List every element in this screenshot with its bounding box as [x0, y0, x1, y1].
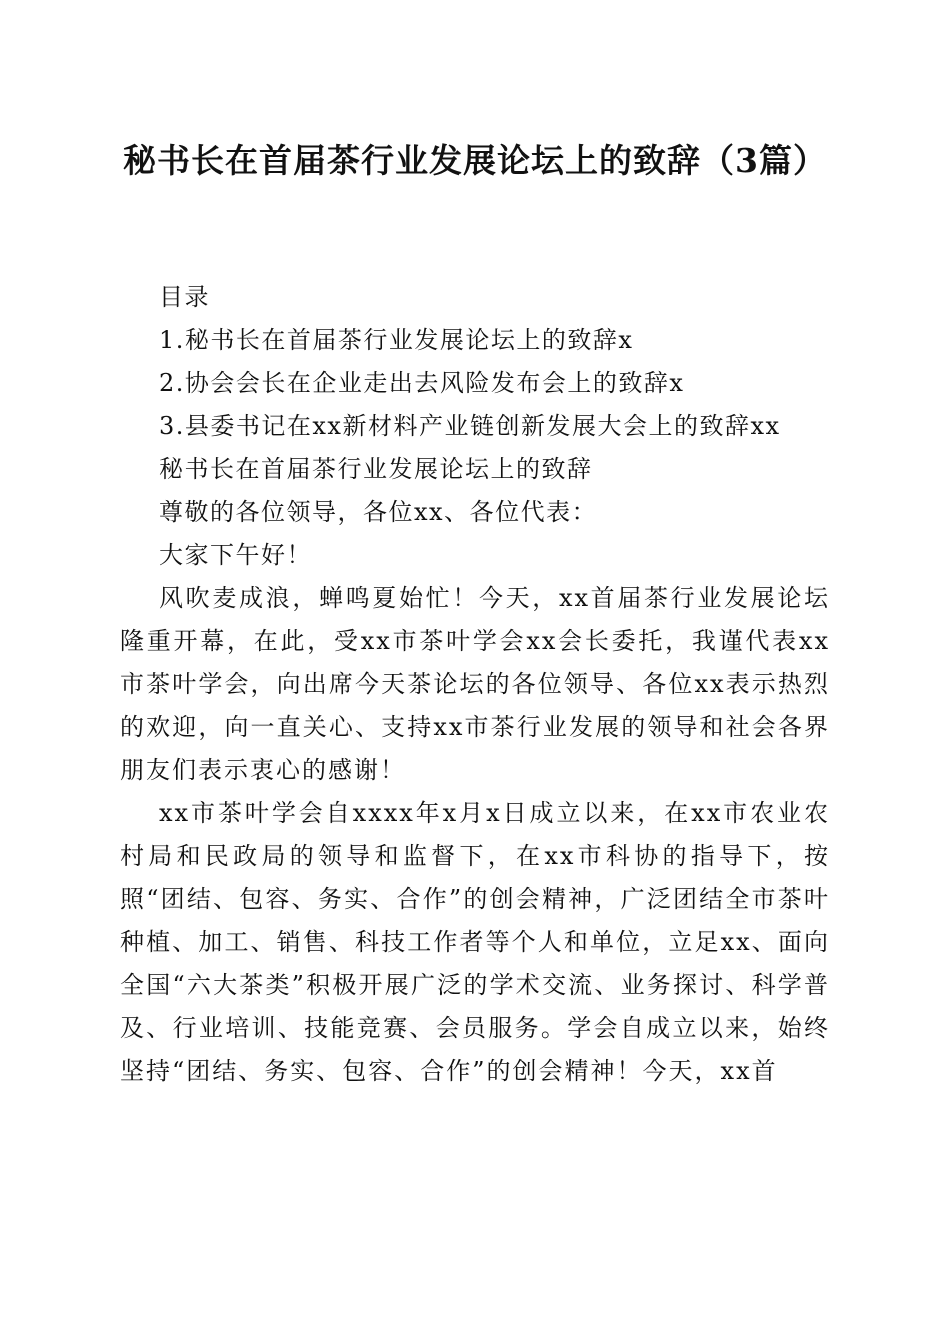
toc-item-3: 3.县委书记在xx新材料产业链创新发展大会上的致辞xx: [159, 412, 781, 440]
speech-title: 秘书长在首届茶行业发展论坛上的致辞: [159, 455, 593, 483]
paragraph-2: xx市茶叶学会自xxxx年x月x日成立以来，在xx市农业农村局和民政局的领导和监督下，在xx市科协的指导下，按照“团结、包容、务实、合作”的创会精神，广泛团结全市茶叶种植、加工、销售、科技工作者等个人和单位，立足xx、面向全国“六大茶类”积极开展广泛的学术交流、业务探讨、科学普及、行业培训、技能竞赛、会员服务。学会自成立以来，始终坚持“团结、务实、包容、合作”的创会精神！今天，xx首: [120, 799, 830, 1085]
greeting: 大家下午好！: [159, 541, 312, 569]
paragraph-1: 风吹麦成浪，蝉鸣夏始忙！今天，xx首届茶行业发展论坛隆重开幕，在此，受xx市茶叶学会xx会长委托，我谨代表xx市茶叶学会，向出席今天茶论坛的各位领导、各位xx表示热烈的欢迎，向一直关心、支持xx市茶行业发展的领导和社会各界朋友们表示衷心的感谢！: [120, 584, 830, 784]
document-title: 秘书长在首届茶行业发展论坛上的致辞（3篇）: [123, 141, 827, 180]
toc-heading: 目录: [159, 283, 210, 311]
toc-item-1: 1.秘书长在首届茶行业发展论坛上的致辞x: [159, 326, 634, 354]
toc-item-2: 2.协会会长在企业走出去风险发布会上的致辞x: [159, 369, 685, 397]
document-body: [120, 276, 830, 1093]
salutation: 尊敬的各位领导，各位xx、各位代表：: [159, 498, 598, 526]
